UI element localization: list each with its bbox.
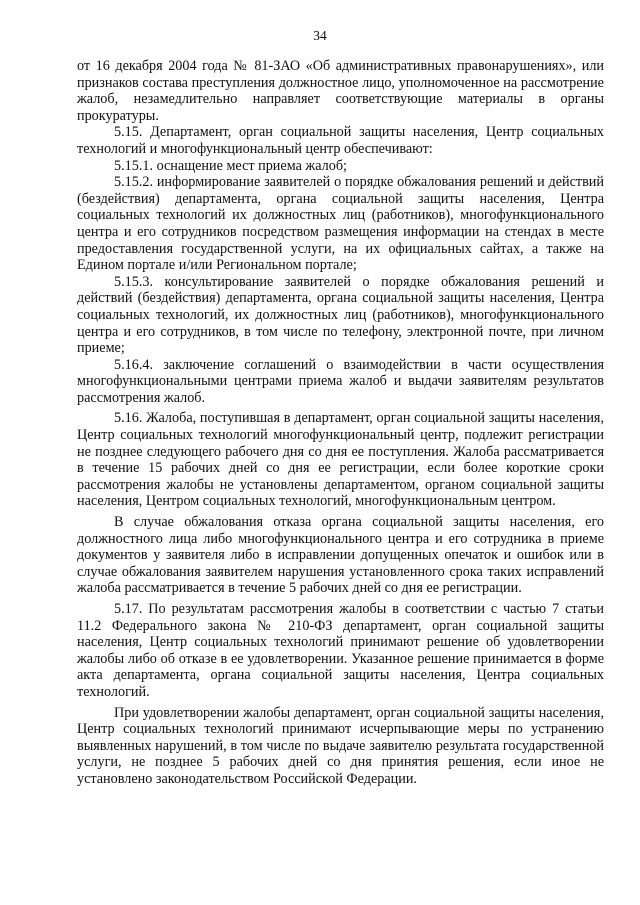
paragraph-5-15-1: 5.15.1. оснащение мест приема жалоб;: [114, 157, 347, 174]
paragraph-5-17: 5.17. По результатам рассмотрения жалобы в соответствии с частью 7 статьи 11.2 Федерального закона № 210-ФЗ департамент, орган социальной защиты населения, Центр социальных технологий принимают решение об удовлетворении жалобы либо об отказе в ее удовлетворении. Указанное решение принимается в форме акта департамента, органа социальной защиты населения, Центра социальных технологий.: [77, 601, 604, 700]
paragraph-5-16: 5.16. Жалоба, поступившая в департамент, орган социальной защиты населения, Центр социальных технологий многофункциональный центр, подлежит регистрации не позднее следующего рабочего дня со дня ее поступления. Жалоба рассматривается в течение 15 рабочих дней со дня ее регистрации, если более короткие сроки рассмотрения жалобы не установлены департаментом, органом социальной защиты населения, Центром социальных технологий, многофункциональным центром.: [77, 410, 604, 510]
paragraph-5-16-4: 5.16.4. заключение соглашений о взаимодействии в части осуществления многофункциональными центрами приема жалоб и выдачи заявителям результатов рассмотрения жалоб.: [77, 356, 604, 406]
paragraph-5-15-2: 5.15.2. информирование заявителей о порядке обжалования решений и действий (бездействия) департамента, органа социальной защиты населения, Центра социальных технологий их должностных лиц (работников), многофункционального центра и его сотрудников посредством размещения информации на стендах в месте предоставления государственной услуги, на их официальных сайтах, а также на Едином портале и/или Региональном портале;: [77, 174, 604, 274]
paragraph-5-15-3: 5.15.3. консультирование заявителей о порядке обжалования решений и действий (бездействия) департамента, органа социальной защиты населения, Центра социальных технологий, их должностных лиц (работников), многофункционального центра и его сотрудников, в том числе по телефону, электронной почте, при личном приеме;: [77, 273, 604, 357]
paragraph-continuation: от 16 декабря 2004 года № 81-ЗАО «Об административных правонарушениях», или признаков состава преступления должностное лицо, уполномоченное на рассмотрение жалоб, незамедлительно направляет соответствующие материалы в органы прокуратуры.: [77, 58, 604, 124]
document-body: [77, 58, 604, 788]
page-number: 34: [313, 28, 327, 43]
paragraph-satisfaction: При удовлетворении жалобы департамент, орган социальной защиты населения, Центр социальных технологий принимают исчерпывающие меры по устранению выявленных нарушений, в том числе по выдаче заявителю результата государственной услуги, не позднее 5 рабочих дней со дня принятия решения, если иное не установлено законодательством Российской Федерации.: [77, 704, 604, 787]
paragraph-appeal-refusal: В случае обжалования отказа органа социальной защиты населения, его должностного лица либо многофункционального центра и его сотрудника в приеме документов у заявителя либо в исправлении допущенных опечаток и ошибок или в случае обжалования заявителем нарушения установленного срока таких исправлений жалоба рассматривается в течение 5 рабочих дней со дня ее регистрации.: [77, 514, 604, 597]
paragraph-5-15: 5.15. Департамент, орган социальной защиты населения, Центр социальных технологий и многофункциональный центр обеспечивают:: [77, 124, 604, 157]
